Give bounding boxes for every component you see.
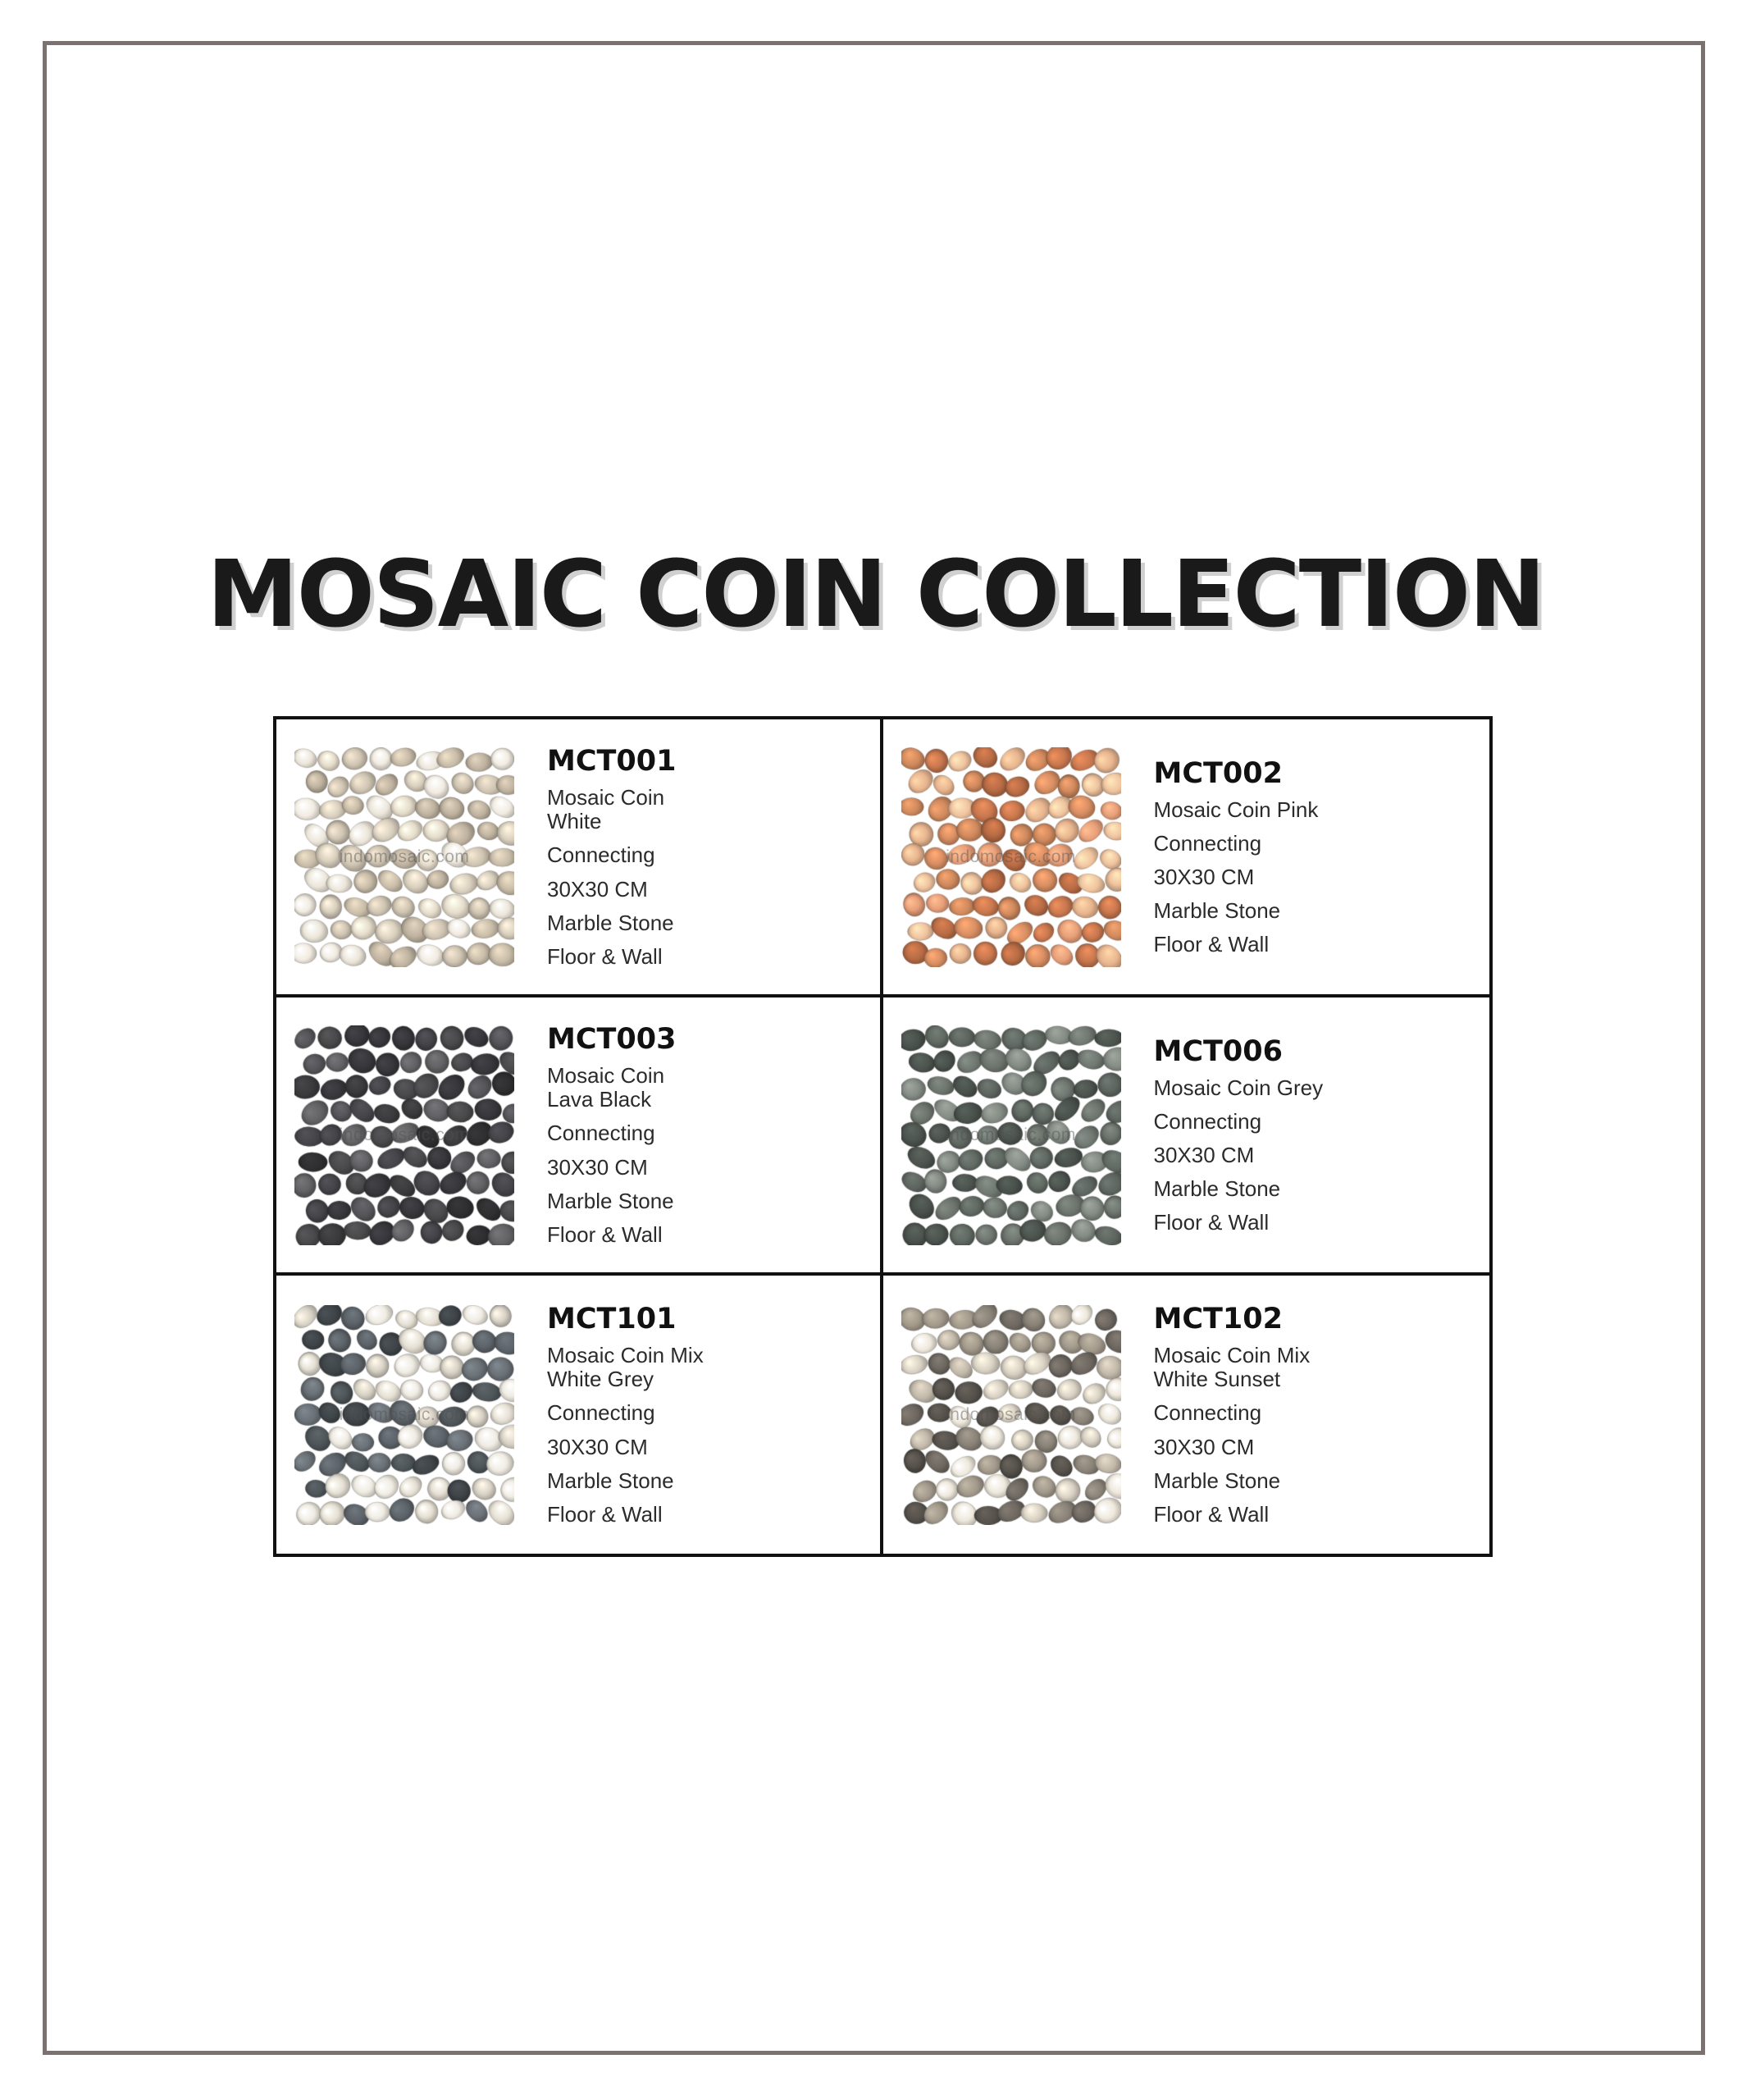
product-swatch-wrap <box>888 1305 1134 1525</box>
product-name-line1: Mosaic Coin <box>547 785 665 810</box>
product-material: Marble Stone <box>1153 1468 1281 1493</box>
product-code: MCT002 <box>1153 756 1283 790</box>
product-usage: Floor & Wall <box>1153 1501 1270 1527</box>
product-swatch-wrap <box>281 747 527 967</box>
product-type: Connecting <box>547 1121 655 1146</box>
product-material: Marble Stone <box>547 910 674 935</box>
product-cell[interactable] <box>276 998 883 1276</box>
product-code: MCT003 <box>547 1023 677 1057</box>
product-swatch-wrap <box>281 1025 527 1245</box>
product-type: Connecting <box>1153 1108 1262 1134</box>
product-type: Connecting <box>547 842 655 868</box>
product-swatch-wrap <box>281 1305 527 1525</box>
watermark-text: indomosaic.com <box>946 847 1076 866</box>
product-info <box>1134 1303 1311 1527</box>
product-material: Marble Stone <box>547 1468 674 1493</box>
watermark-text: indomosaic.com <box>339 1125 470 1144</box>
mosaic-swatch-image <box>901 1305 1121 1525</box>
product-name-line1: Mosaic Coin Pink <box>1153 797 1319 822</box>
product-size: 30X30 CM <box>547 1154 648 1180</box>
mosaic-swatch-image <box>901 747 1121 967</box>
product-info <box>1134 757 1319 957</box>
product-material: Marble Stone <box>547 1188 674 1213</box>
product-name-line2: White <box>547 809 602 834</box>
product-name-line1: Mosaic Coin Grey <box>1153 1075 1324 1100</box>
product-name-line2: Lava Black <box>547 1087 652 1112</box>
product-cell[interactable] <box>883 719 1490 998</box>
product-material: Marble Stone <box>1153 898 1281 924</box>
product-size: 30X30 CM <box>1153 864 1255 889</box>
mosaic-swatch-image <box>294 747 514 967</box>
product-cell[interactable] <box>276 1276 883 1554</box>
product-usage: Floor & Wall <box>547 1221 663 1247</box>
product-swatch-wrap <box>888 1025 1134 1245</box>
product-size: 30X30 CM <box>1153 1142 1255 1167</box>
product-usage: Floor & Wall <box>547 943 663 969</box>
product-info <box>527 745 676 969</box>
mosaic-swatch-image <box>294 1305 514 1525</box>
product-cell[interactable] <box>883 1276 1490 1554</box>
product-code: MCT001 <box>547 745 677 778</box>
product-type: Connecting <box>1153 830 1262 856</box>
mosaic-swatch-image <box>901 1025 1121 1245</box>
watermark-text: indomosaic.com <box>946 1125 1076 1144</box>
product-material: Marble Stone <box>1153 1176 1281 1202</box>
page-title: MOSAIC COIN COLLECTION <box>207 541 1544 648</box>
product-info <box>1134 1035 1324 1235</box>
product-size: 30X30 CM <box>1153 1434 1255 1459</box>
product-info <box>527 1023 676 1247</box>
product-code: MCT101 <box>547 1303 677 1336</box>
product-code: MCT006 <box>1153 1034 1283 1068</box>
product-name-line2: White Grey <box>547 1367 654 1392</box>
product-cell[interactable] <box>276 719 883 998</box>
product-swatch-wrap <box>888 747 1134 967</box>
product-info <box>527 1303 704 1527</box>
mosaic-swatch-image <box>294 1025 514 1245</box>
watermark-text: indomosaic.com <box>339 847 470 866</box>
product-usage: Floor & Wall <box>547 1501 663 1527</box>
product-cell[interactable] <box>883 998 1490 1276</box>
product-usage: Floor & Wall <box>1153 1210 1270 1235</box>
product-name-line1: Mosaic Coin Mix <box>547 1343 704 1368</box>
watermark-text: indomosaic.com <box>339 1404 470 1424</box>
product-name-line2: White Sunset <box>1153 1367 1281 1392</box>
product-code: MCT102 <box>1153 1303 1283 1336</box>
product-type: Connecting <box>547 1400 655 1426</box>
product-grid <box>273 716 1493 1557</box>
product-name-line1: Mosaic Coin <box>547 1063 665 1089</box>
product-size: 30X30 CM <box>547 876 648 902</box>
product-size: 30X30 CM <box>547 1434 648 1459</box>
product-type: Connecting <box>1153 1400 1262 1426</box>
watermark-text: indomosaic.com <box>946 1404 1076 1424</box>
product-usage: Floor & Wall <box>1153 932 1270 957</box>
product-name-line1: Mosaic Coin Mix <box>1153 1343 1311 1368</box>
